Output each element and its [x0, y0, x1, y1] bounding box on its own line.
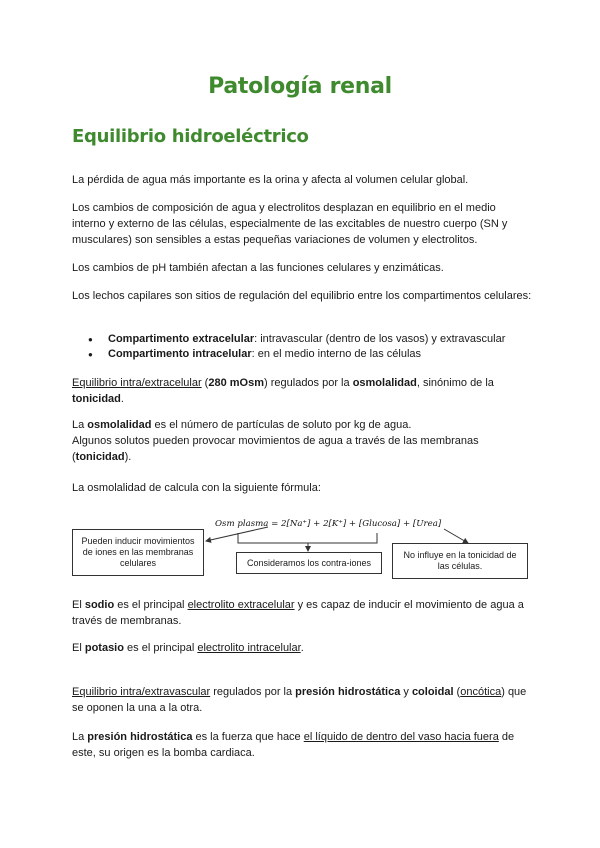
arrow-to-box1 [206, 527, 268, 541]
tonicity-box: No influye en la tonicidad de las células. [392, 543, 528, 579]
list-item: ● Compartimento intracelular: en el medio interno de las células [72, 347, 542, 362]
paragraph-potassium: El potasio es el principal electrolito intracelular. [72, 642, 304, 654]
paragraph-hydrostatic-pressure: La presión hidrostática es la fuerza que hace el líquido de dentro del vaso hacia fuera de este, su origen es la bomba cardiaca. [72, 731, 515, 759]
paragraph-intra-extravascular: Equilibrio intra/extravascular regulados por la presión hidrostática y coloidal (oncótica) que se oponen la una a la otra. [72, 686, 527, 714]
paragraph-water-loss: La pérdida de agua más importante es la orina y afecta al volumen celular global. [72, 174, 469, 186]
arrow-to-box3 [444, 529, 468, 543]
list-item: ● Compartimento extracelular: intravascular (dentro de los vasos) y extravascular [72, 332, 542, 347]
section-heading: Equilibrio hidroeléctrico [72, 126, 309, 147]
osmolality-formula: Osm plasma = 2[Na⁺] + 2[K⁺] + [Glucosa] + [Urea] [215, 519, 442, 529]
page-title: Patología renal [208, 74, 392, 99]
counter-ions-box: Consideramos los contra-iones [236, 552, 382, 574]
paragraph-sodium: El sodio es el principal electrolito extracelular y es capaz de inducir el movimiento de agua a través de membranas. [72, 599, 524, 627]
paragraph-intra-extracellular: Equilibrio intra/extracelular (280 mOsm) regulados por la osmolalidad, sinónimo de la tonicidad. [72, 377, 494, 405]
paragraph-formula-intro: La osmolalidad de calcula con la siguiente fórmula: [72, 482, 321, 494]
ions-membrane-box: Pueden inducir movimientos de iones en las membranas celulares [72, 529, 204, 576]
compartments-list [72, 332, 542, 362]
paragraph-capillary-beds: Los lechos capilares son sitios de regulación del equilibrio entre los compartimentos celulares: [72, 290, 532, 302]
paragraph-ph: Los cambios de pH también afectan a las funciones celulares y enzimáticas. [72, 262, 444, 274]
paragraph-composition: Los cambios de composición de agua y electrolitos desplazan en equilibrio en el medio interno y externo de las células, especialmente de las excitables de nuestro cuerpo (SN y musculares) son sensibles a estas pequeñas variaciones de volumen y electrolitos. [72, 202, 508, 246]
paragraph-osmolality: La osmolalidad es el número de partículas de soluto por kg de agua. Algunos solutos pueden provocar movimientos de agua a través de las membranas (tonicidad). [72, 419, 479, 463]
osmolality-formula-figure [72, 515, 532, 587]
